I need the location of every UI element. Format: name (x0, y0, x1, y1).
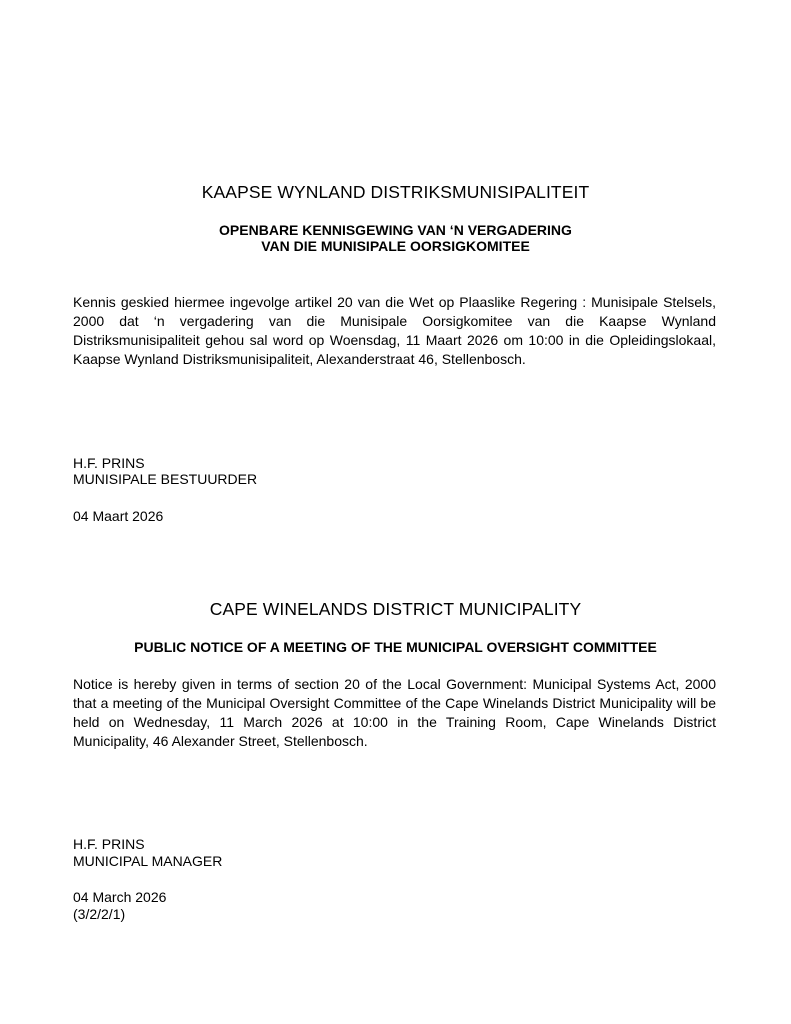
english-notice-date: 04 March 2026 (73, 889, 167, 905)
english-signatory-name: H.F. PRINS (73, 836, 145, 852)
afrikaans-subtitle-line-2: VAN DIE MUNISIPALE OORSIGKOMITEE (261, 238, 530, 254)
english-subtitle: PUBLIC NOTICE OF A MEETING OF THE MUNICIPAL OVERSIGHT COMMITTEE (134, 639, 657, 655)
afrikaans-signatory-name: H.F. PRINS (73, 455, 145, 471)
english-title: CAPE WINELANDS DISTRICT MUNICIPALITY (209, 599, 582, 619)
afrikaans-title: KAAPSE WYNLAND DISTRIKSMUNISIPALITEIT (201, 182, 590, 202)
file-reference-number: (3/2/2/1) (73, 906, 126, 922)
english-notice-body: Notice is hereby given in terms of section 20 of the Local Government: Municipal Systems Act, 2000 that a meeting of the Municipal Oversight Committee of the Cape Winelands District Municipality will be held on Wednesday, 11 March 2026 at 10:00 in the Training Room, Cape Winelands District Municipality, 46 Alexander Street, Stellenbosch. (73, 676, 716, 749)
afrikaans-signatory-title: MUNISIPALE BESTUURDER (73, 471, 258, 487)
afrikaans-notice-date: 04 Maart 2026 (73, 508, 164, 524)
afrikaans-notice-body: Kennis geskied hiermee ingevolge artikel 20 van die Wet op Plaaslike Regering : Munisipale Stelsels, 2000 dat ‘n vergadering van die Munisipale Oorsigkomitee van die Kaapse Wynland Distriksmunisipaliteit gehou sal word op Woensdag, 11 Maart 2026 om 10:00 in die Opleidingslokaal, Kaapse Wynland Distriksmunisipaliteit, Alexanderstraat 46, Stellenbosch. (73, 294, 716, 367)
afrikaans-subtitle-line-1: OPENBARE KENNISGEWING VAN ‘N VERGADERING (219, 222, 572, 238)
english-signatory-title: MUNICIPAL MANAGER (73, 853, 223, 869)
